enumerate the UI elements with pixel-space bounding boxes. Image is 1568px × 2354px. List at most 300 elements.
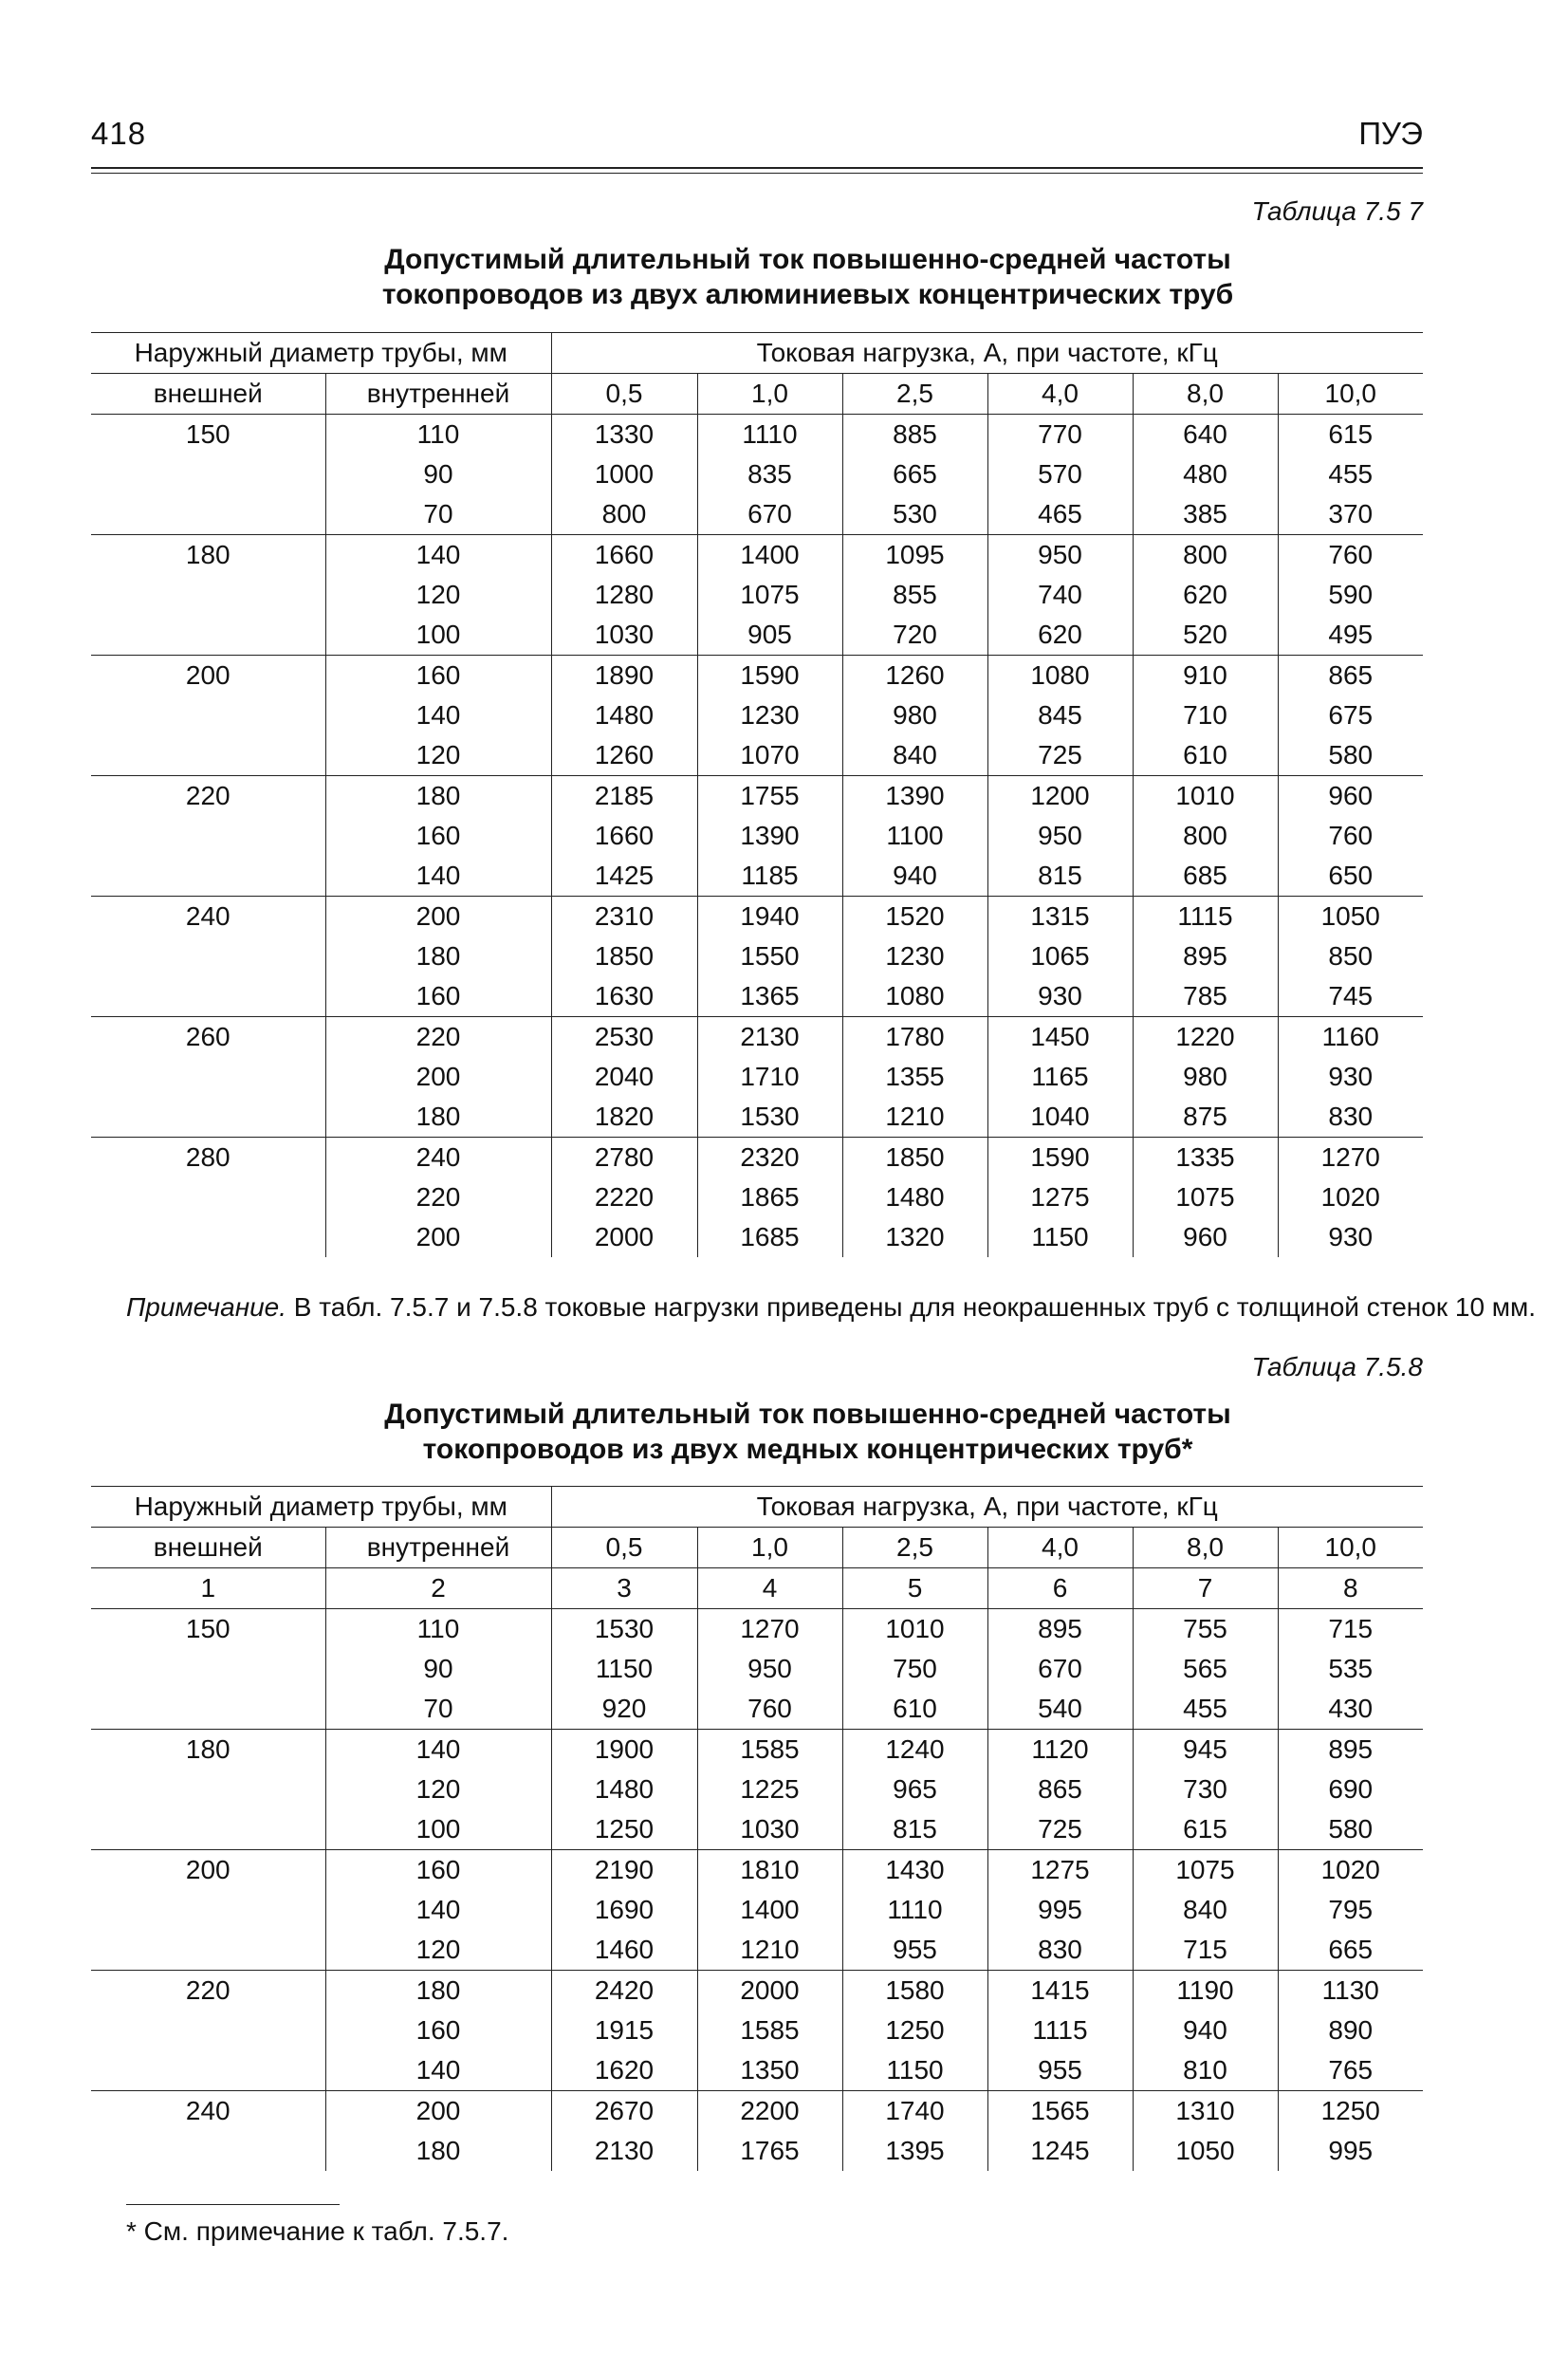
current-value-cell: 1010	[1133, 776, 1278, 817]
current-value-cell: 670	[697, 494, 842, 535]
current-value-cell: 1590	[697, 656, 842, 696]
current-value-cell: 1400	[697, 1890, 842, 1930]
current-value-cell: 1275	[987, 1850, 1133, 1891]
current-value-cell: 2130	[697, 1017, 842, 1058]
table-subheader-row	[91, 374, 1423, 415]
current-value-cell: 620	[987, 615, 1133, 656]
outer-diameter-cell: 240	[91, 897, 325, 937]
outer-diameter-cell	[91, 2011, 325, 2050]
current-value-cell: 995	[1278, 2131, 1423, 2171]
table-row	[91, 1730, 1423, 1770]
current-value-cell: 715	[1278, 1609, 1423, 1650]
table-row	[91, 936, 1423, 976]
inner-diameter-cell: 160	[325, 816, 551, 856]
current-value-cell: 940	[842, 856, 987, 897]
outer-diameter-cell	[91, 1930, 325, 1971]
current-value-cell: 950	[987, 535, 1133, 576]
outer-diameter-cell: 280	[91, 1138, 325, 1178]
outer-diameter-cell: 200	[91, 656, 325, 696]
current-value-cell: 1580	[842, 1971, 987, 2011]
current-value-cell: 905	[697, 615, 842, 656]
current-value-cell: 1190	[1133, 1971, 1278, 2011]
current-value-cell: 875	[1133, 1097, 1278, 1138]
inner-diameter-cell: 100	[325, 615, 551, 656]
table-header-row	[91, 1487, 1423, 1528]
inner-diameter-cell: 110	[325, 1609, 551, 1650]
current-value-cell: 815	[842, 1809, 987, 1850]
table-row	[91, 735, 1423, 776]
current-value-cell: 610	[1133, 735, 1278, 776]
current-value-cell: 1355	[842, 1057, 987, 1097]
table-row	[91, 2050, 1423, 2091]
current-value-cell: 1480	[551, 695, 697, 735]
current-value-cell: 385	[1133, 494, 1278, 535]
current-value-cell: 580	[1278, 1809, 1423, 1850]
current-value-cell: 495	[1278, 615, 1423, 656]
column-number: 8	[1278, 1568, 1423, 1609]
current-value-cell: 1130	[1278, 1971, 1423, 2011]
current-value-cell: 2185	[551, 776, 697, 817]
outer-diameter-cell	[91, 856, 325, 897]
outer-diameter-cell	[91, 615, 325, 656]
current-value-cell: 610	[842, 1689, 987, 1730]
current-value-cell: 1165	[987, 1057, 1133, 1097]
table-title	[0, 242, 1568, 312]
current-value-cell: 1110	[697, 415, 842, 455]
current-value-cell: 1110	[842, 1890, 987, 1930]
table-row	[91, 1097, 1423, 1138]
table-row	[91, 615, 1423, 656]
outer-diameter-cell	[91, 1809, 325, 1850]
load-header: Токовая нагрузка, А, при частоте, кГц	[551, 333, 1423, 374]
current-value-cell: 1240	[842, 1730, 987, 1770]
inner-diameter-cell: 200	[325, 1217, 551, 1257]
current-value-cell: 980	[842, 695, 987, 735]
header-rule	[91, 167, 1423, 169]
current-value-cell: 1850	[551, 936, 697, 976]
current-value-cell: 1050	[1278, 897, 1423, 937]
column-number: 3	[551, 1568, 697, 1609]
current-value-cell: 785	[1133, 976, 1278, 1017]
current-value-cell: 815	[987, 856, 1133, 897]
current-value-cell: 1075	[1133, 1177, 1278, 1217]
outer-diameter-cell: 180	[91, 535, 325, 576]
table-title-line: Допустимый длительный ток повышенно-средней частоты	[384, 1399, 1231, 1430]
table-row	[91, 1890, 1423, 1930]
current-value-cell: 715	[1133, 1930, 1278, 1971]
current-value-cell: 540	[987, 1689, 1133, 1730]
current-value-cell: 1210	[697, 1930, 842, 1971]
table-row	[91, 1971, 1423, 2011]
current-value-cell: 795	[1278, 1890, 1423, 1930]
current-value-cell: 2000	[697, 1971, 842, 2011]
current-value-cell: 1620	[551, 2050, 697, 2091]
current-value-cell: 945	[1133, 1730, 1278, 1770]
table-row	[91, 1930, 1423, 1971]
current-value-cell: 1230	[697, 695, 842, 735]
current-value-cell: 980	[1133, 1057, 1278, 1097]
current-value-cell: 1150	[842, 2050, 987, 2091]
current-value-cell: 1210	[842, 1097, 987, 1138]
table-row	[91, 1809, 1423, 1850]
current-value-cell: 1425	[551, 856, 697, 897]
current-value-cell: 2220	[551, 1177, 697, 1217]
outer-diameter-cell: 220	[91, 776, 325, 817]
current-value-cell: 1280	[551, 575, 697, 615]
outer-diameter-header: внешней	[91, 1528, 325, 1568]
current-value-cell: 865	[987, 1770, 1133, 1809]
current-value-cell: 895	[987, 1609, 1133, 1650]
outer-diameter-cell	[91, 735, 325, 776]
current-value-cell: 765	[1278, 2050, 1423, 2091]
current-value-cell: 1530	[551, 1609, 697, 1650]
current-value-cell: 1520	[842, 897, 987, 937]
outer-diameter-cell: 150	[185, 1614, 231, 1643]
frequency-header: 4,0	[987, 1528, 1133, 1568]
current-value-cell: 2130	[551, 2131, 697, 2171]
current-value-cell: 670	[987, 1649, 1133, 1689]
current-value-cell: 1030	[697, 1809, 842, 1850]
current-value-cell: 1080	[987, 656, 1133, 696]
current-value-cell: 1065	[987, 936, 1133, 976]
current-value-cell: 1565	[987, 2091, 1133, 2132]
load-header: Токовая нагрузка, А, при частоте, кГц	[551, 1487, 1423, 1528]
current-value-cell: 1390	[842, 776, 987, 817]
outer-diameter-cell	[91, 494, 325, 535]
table-row	[91, 1057, 1423, 1097]
table-label: Таблица 7.5 7	[1251, 196, 1423, 226]
outer-diameter-cell	[91, 976, 325, 1017]
current-value-cell: 1260	[842, 656, 987, 696]
current-value-cell: 2000	[551, 1217, 697, 1257]
current-value-cell: 1585	[697, 2011, 842, 2050]
current-value-cell: 1020	[1278, 1850, 1423, 1891]
current-value-cell: 530	[842, 494, 987, 535]
current-value-cell: 430	[1278, 1689, 1423, 1730]
page-header	[91, 112, 1423, 180]
outer-diameter-cell	[91, 2131, 325, 2171]
table-row	[91, 816, 1423, 856]
current-value-cell: 850	[1278, 936, 1423, 976]
table-row	[91, 1609, 1423, 1650]
inner-diameter-cell: 140	[325, 695, 551, 735]
column-number: 1	[91, 1568, 325, 1609]
table-row	[91, 2011, 1423, 2050]
current-value-cell: 740	[987, 575, 1133, 615]
current-value-cell: 1250	[842, 2011, 987, 2050]
current-value-cell: 580	[1278, 735, 1423, 776]
current-value-cell: 1850	[842, 1138, 987, 1178]
current-value-cell: 2190	[551, 1850, 697, 1891]
current-value-cell: 1100	[842, 816, 987, 856]
current-value-cell: 1270	[1278, 1138, 1423, 1178]
current-value-cell: 800	[1133, 535, 1278, 576]
current-value-cell: 685	[1133, 856, 1278, 897]
current-value-cell: 1250	[1278, 2091, 1423, 2132]
inner-diameter-cell: 140	[325, 1890, 551, 1930]
table-row	[91, 1177, 1423, 1217]
column-number-row	[91, 1568, 1423, 1609]
table-note	[126, 1292, 1536, 1323]
current-value-cell: 640	[1133, 415, 1278, 455]
current-value-cell: 840	[842, 735, 987, 776]
current-value-cell: 720	[842, 615, 987, 656]
table-title-line: токопроводов из двух алюминиевых концентрических труб	[381, 279, 1234, 310]
current-value-cell: 800	[551, 494, 697, 535]
current-value-cell: 800	[1133, 816, 1278, 856]
current-value-cell: 520	[1133, 615, 1278, 656]
current-value-cell: 1900	[551, 1730, 697, 1770]
frequency-header: 8,0	[1133, 374, 1278, 415]
inner-diameter-cell: 110	[325, 415, 551, 455]
current-value-cell: 675	[1278, 695, 1423, 735]
table-row	[91, 454, 1423, 494]
current-value-cell: 810	[1133, 2050, 1278, 2091]
current-value-cell: 1400	[697, 535, 842, 576]
current-value-cell: 895	[1278, 1730, 1423, 1770]
current-value-cell: 725	[987, 735, 1133, 776]
current-value-cell: 955	[842, 1930, 987, 1971]
outer-diameter-cell	[91, 1097, 325, 1138]
current-value-cell: 690	[1278, 1770, 1423, 1809]
inner-diameter-cell: 100	[325, 1809, 551, 1850]
current-value-cell: 1050	[1133, 2131, 1278, 2171]
current-value-cell: 1270	[697, 1609, 842, 1650]
current-value-cell: 760	[1278, 535, 1423, 576]
footnote: * См. примечание к табл. 7.5.7.	[126, 2216, 509, 2246]
outer-diameter-cell	[91, 1890, 325, 1930]
table-row	[91, 1649, 1423, 1689]
current-value-cell: 830	[987, 1930, 1133, 1971]
outer-diameter-cell: 200	[91, 1850, 325, 1891]
inner-diameter-cell: 240	[325, 1138, 551, 1178]
current-value-cell: 1765	[697, 2131, 842, 2171]
current-value-cell: 965	[842, 1770, 987, 1809]
table-row	[91, 1689, 1423, 1730]
current-value-cell: 835	[697, 454, 842, 494]
header-rule	[91, 173, 1423, 174]
current-value-cell: 1630	[551, 976, 697, 1017]
current-value-cell: 465	[987, 494, 1133, 535]
outer-diameter-cell	[91, 1770, 325, 1809]
current-value-cell: 1310	[1133, 2091, 1278, 2132]
current-value-cell: 770	[987, 415, 1133, 455]
inner-diameter-cell: 160	[325, 1850, 551, 1891]
frequency-header: 1,0	[697, 374, 842, 415]
current-value-cell: 565	[1133, 1649, 1278, 1689]
current-value-cell: 1330	[551, 415, 697, 455]
current-value-cell: 1350	[697, 2050, 842, 2091]
current-value-cell: 615	[1278, 415, 1423, 455]
table-row	[91, 1138, 1423, 1178]
column-number: 2	[325, 1568, 551, 1609]
inner-diameter-cell: 180	[325, 1971, 551, 2011]
inner-diameter-cell: 90	[325, 1649, 551, 1689]
inner-diameter-cell: 200	[325, 2091, 551, 2132]
table-row	[91, 976, 1423, 1017]
table-row	[91, 897, 1423, 937]
table-row	[91, 776, 1423, 817]
outer-diameter-cell	[91, 575, 325, 615]
current-value-cell: 960	[1133, 1217, 1278, 1257]
current-value-cell: 650	[1278, 856, 1423, 897]
current-value-cell: 1685	[697, 1217, 842, 1257]
current-value-cell: 955	[987, 2050, 1133, 2091]
inner-diameter-cell: 140	[325, 2050, 551, 2091]
table-row	[91, 535, 1423, 576]
current-value-cell: 1335	[1133, 1138, 1278, 1178]
outer-diameter-cell	[91, 1177, 325, 1217]
outer-diameter-cell	[91, 695, 325, 735]
current-value-cell: 570	[987, 454, 1133, 494]
inner-diameter-cell: 120	[325, 1930, 551, 1971]
current-value-cell: 2420	[551, 1971, 697, 2011]
inner-diameter-cell: 220	[325, 1017, 551, 1058]
column-number: 5	[842, 1568, 987, 1609]
current-value-cell: 455	[1278, 454, 1423, 494]
frequency-header: 0,5	[551, 1528, 697, 1568]
current-value-cell: 2670	[551, 2091, 697, 2132]
current-value-cell: 1260	[551, 735, 697, 776]
current-value-cell: 1395	[842, 2131, 987, 2171]
current-value-cell: 1250	[551, 1809, 697, 1850]
table-row	[91, 656, 1423, 696]
current-value-cell: 865	[1278, 656, 1423, 696]
page-number: 418	[91, 116, 147, 151]
current-value-cell: 1480	[842, 1177, 987, 1217]
current-value-cell: 1230	[842, 936, 987, 976]
current-value-cell: 995	[987, 1890, 1133, 1930]
inner-diameter-cell: 160	[325, 976, 551, 1017]
current-value-cell: 730	[1133, 1770, 1278, 1809]
frequency-header: 2,5	[842, 374, 987, 415]
current-value-cell: 895	[1133, 936, 1278, 976]
inner-diameter-header: внутренней	[325, 1528, 551, 1568]
outer-diameter-cell	[91, 454, 325, 494]
inner-diameter-cell: 200	[325, 897, 551, 937]
current-value-cell: 1660	[551, 816, 697, 856]
current-value-cell: 1010	[842, 1609, 987, 1650]
frequency-header: 8,0	[1133, 1528, 1278, 1568]
current-value-cell: 960	[1278, 776, 1423, 817]
current-value-cell: 1150	[551, 1649, 697, 1689]
current-value-cell: 1550	[697, 936, 842, 976]
table-row	[91, 1017, 1423, 1058]
current-value-cell: 890	[1278, 2011, 1423, 2050]
current-value-cell: 455	[1133, 1689, 1278, 1730]
current-value-cell: 1585	[697, 1730, 842, 1770]
current-value-cell: 840	[1133, 1890, 1278, 1930]
frequency-header: 10,0	[1278, 1528, 1423, 1568]
current-value-cell: 1095	[842, 535, 987, 576]
inner-diameter-cell: 140	[325, 856, 551, 897]
current-value-cell: 1755	[697, 776, 842, 817]
inner-diameter-cell: 140	[325, 1730, 551, 1770]
current-table-aluminium	[91, 332, 1423, 1257]
current-value-cell: 2530	[551, 1017, 697, 1058]
current-value-cell: 1660	[551, 535, 697, 576]
current-value-cell: 1390	[697, 816, 842, 856]
current-value-cell: 1030	[551, 615, 697, 656]
table-row	[91, 575, 1423, 615]
current-value-cell: 950	[697, 1649, 842, 1689]
column-number: 7	[1133, 1568, 1278, 1609]
frequency-header: 1,0	[697, 1528, 842, 1568]
inner-diameter-cell: 180	[325, 1097, 551, 1138]
current-value-cell: 1940	[697, 897, 842, 937]
current-value-cell: 1080	[842, 976, 987, 1017]
current-value-cell: 1915	[551, 2011, 697, 2050]
column-number: 4	[697, 1568, 842, 1609]
running-title: ПУЭ	[1358, 116, 1423, 151]
frequency-header: 0,5	[551, 374, 697, 415]
current-value-cell: 1530	[697, 1097, 842, 1138]
inner-diameter-cell: 180	[325, 776, 551, 817]
current-value-cell: 1865	[697, 1177, 842, 1217]
outer-diameter-cell	[91, 1057, 325, 1097]
current-value-cell: 1590	[987, 1138, 1133, 1178]
current-value-cell: 2200	[697, 2091, 842, 2132]
current-value-cell: 1020	[1278, 1177, 1423, 1217]
inner-diameter-header: внутренней	[325, 374, 551, 415]
table-row	[91, 2131, 1423, 2171]
current-value-cell: 535	[1278, 1649, 1423, 1689]
current-value-cell: 1710	[697, 1057, 842, 1097]
table-title-line: токопроводов из двух медных концентрических труб*	[422, 1434, 1193, 1465]
current-value-cell: 1245	[987, 2131, 1133, 2171]
current-value-cell: 1040	[987, 1097, 1133, 1138]
table-row	[91, 856, 1423, 897]
current-value-cell: 370	[1278, 494, 1423, 535]
current-table-copper	[91, 1486, 1423, 2171]
current-value-cell: 1320	[842, 1217, 987, 1257]
current-value-cell: 930	[1278, 1057, 1423, 1097]
current-value-cell: 1690	[551, 1890, 697, 1930]
outer-diameter-cell	[91, 1649, 325, 1689]
current-value-cell: 1200	[987, 776, 1133, 817]
current-value-cell: 1160	[1278, 1017, 1423, 1058]
current-value-cell: 480	[1133, 454, 1278, 494]
outer-diameter-cell: 150	[185, 419, 231, 449]
outer-diameter-cell	[91, 936, 325, 976]
inner-diameter-cell: 70	[325, 1689, 551, 1730]
current-value-cell: 910	[1133, 656, 1278, 696]
current-value-cell: 760	[697, 1689, 842, 1730]
current-value-cell: 590	[1278, 575, 1423, 615]
diameter-header: Наружный диаметр трубы, мм	[91, 1487, 551, 1528]
current-value-cell: 665	[1278, 1930, 1423, 1971]
current-value-cell: 1150	[987, 1217, 1133, 1257]
table-row	[91, 2091, 1423, 2132]
current-value-cell: 755	[1133, 1609, 1278, 1650]
current-value-cell: 725	[987, 1809, 1133, 1850]
current-value-cell: 1275	[987, 1177, 1133, 1217]
current-value-cell: 855	[842, 575, 987, 615]
current-value-cell: 830	[1278, 1097, 1423, 1138]
current-value-cell: 1480	[551, 1770, 697, 1809]
outer-diameter-cell: 180	[91, 1730, 325, 1770]
inner-diameter-cell: 200	[325, 1057, 551, 1097]
current-value-cell: 1075	[1133, 1850, 1278, 1891]
current-value-cell: 620	[1133, 575, 1278, 615]
inner-diameter-cell: 160	[325, 656, 551, 696]
current-value-cell: 1115	[1133, 897, 1278, 937]
current-value-cell: 1075	[697, 575, 842, 615]
current-value-cell: 885	[842, 415, 987, 455]
current-value-cell: 930	[1278, 1217, 1423, 1257]
current-value-cell: 1365	[697, 976, 842, 1017]
outer-diameter-cell: 220	[91, 1971, 325, 2011]
